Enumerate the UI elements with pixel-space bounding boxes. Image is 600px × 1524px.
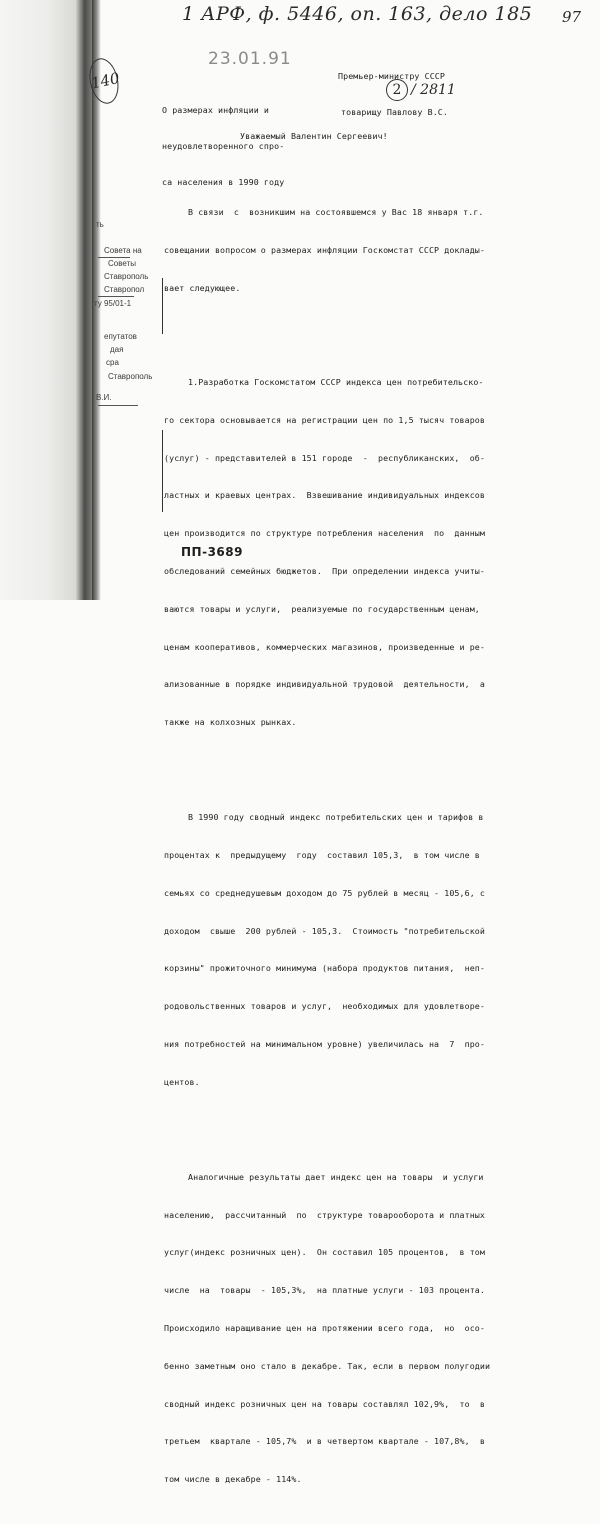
text-line: семьях со среднедушевым доходом до 75 рублей в месяц - 105,6, с bbox=[164, 887, 485, 898]
binding-fragment: дая bbox=[110, 345, 124, 354]
text-line: доходом свыше 200 рублей - 105,3. Стоимость "потребительской bbox=[164, 925, 485, 936]
document-code: ПП-3689 bbox=[181, 545, 243, 559]
margin-mark bbox=[162, 430, 163, 512]
text-line: ластных и краевых центрах. Взвешивание индивидуальных индексов bbox=[164, 490, 485, 501]
binding-rule bbox=[98, 296, 134, 297]
subject-line: неудовлетворенного спро- bbox=[162, 141, 285, 151]
page-number-handwritten: 97 bbox=[562, 8, 582, 26]
binding-fragment: Ставропол bbox=[104, 285, 145, 294]
text-line: Аналогичные результаты дает индекс цен на товары и услуги bbox=[188, 1171, 484, 1182]
salutation: Уважаемый Валентин Сергеевич! bbox=[240, 131, 388, 141]
paragraph-4 bbox=[164, 1146, 490, 1511]
text-line: цен производится по структуре потребления населения по данным bbox=[164, 528, 485, 539]
binding-rule bbox=[98, 257, 130, 258]
text-line: третьем квартале - 105,7% и в четвертом квартале - 107,8%, в bbox=[164, 1436, 485, 1447]
addressee-line: товарищу Павлову В.С. bbox=[341, 107, 448, 117]
text-line: 1.Разработка Госкомстатом СССР индекса цен потребительско- bbox=[188, 377, 484, 388]
paragraph-3 bbox=[164, 786, 490, 1113]
text-line: обследований семейных бюджетов. При определении индекса учиты- bbox=[164, 566, 485, 576]
binding-fragment: ть bbox=[96, 220, 104, 229]
archive-reference-handwritten: 1 АРФ, ф. 5446, оп. 163, дело 185 bbox=[182, 3, 533, 25]
subject-line: са населения в 1990 году bbox=[162, 177, 285, 187]
circled-sheet-number: 140 bbox=[86, 56, 123, 107]
margin-mark bbox=[162, 278, 163, 334]
binding-fragment: Советы bbox=[108, 259, 136, 268]
text-line: ния потребностей на минимальном уровне) увеличилась на 7 про- bbox=[164, 1038, 485, 1049]
text-line: ваются товары и услуги, реализуемые по государственным ценам, bbox=[164, 603, 480, 614]
text-line: (услуг) - представителей в 151 городе - республиканских, об- bbox=[164, 452, 485, 463]
text-line: также на колхозных рынках. bbox=[164, 717, 297, 728]
subject-line: О размерах инфляции и bbox=[162, 105, 269, 115]
text-line: населению, рассчитанный по структуре товарооборота и платных bbox=[164, 1209, 485, 1220]
binding-fragment: Совета на bbox=[104, 246, 142, 255]
letter-body bbox=[164, 156, 490, 1524]
circled-digit: 2 bbox=[386, 79, 408, 101]
text-line: сводный индекс розничных цен на товары составлял 102,9%, то в bbox=[164, 1398, 485, 1409]
addressee-block bbox=[338, 46, 448, 130]
date-stamp: 23.01.91 bbox=[208, 49, 292, 69]
paragraph-1 bbox=[164, 181, 490, 320]
text-line: бенно заметным оно стало в декабре. Так, если в первом полугодии bbox=[164, 1360, 491, 1371]
text-line: ценам кооперативов, коммерческих магазинов, произведенные и ре- bbox=[164, 641, 485, 652]
binding-edge bbox=[0, 0, 92, 600]
text-line: ализованные в порядке индивидуальной трудовой деятельности, а bbox=[164, 679, 485, 690]
text-line: родовольственных товаров и услуг, необходимых для удовлетворе- bbox=[164, 1001, 485, 1012]
binding-fragment: епутатов bbox=[104, 332, 137, 341]
text-line: В связи с возникшим на состоявшемся у Вас 18 января т.г. bbox=[188, 207, 484, 218]
text-line: корзины" прожиточного минимума (набора продуктов питания, неп- bbox=[164, 963, 485, 974]
registration-number-rest: / 2811 bbox=[411, 82, 456, 98]
text-line: совещании вопросом о размерах инфляции Госкомстат СССР доклады- bbox=[164, 245, 485, 256]
binding-fragment: сра bbox=[106, 358, 119, 367]
addressee-line: Премьер-министру СССР bbox=[338, 71, 445, 81]
binding-rule bbox=[98, 405, 138, 406]
text-line: вает следующее. bbox=[164, 282, 241, 293]
binding-fragment: В.И. bbox=[96, 393, 112, 402]
text-line: В 1990 году сводный индекс потребительских цен и тарифов в bbox=[188, 812, 484, 823]
binding-fragment: ту 95/01-1 bbox=[94, 299, 132, 308]
text-line: го сектора основывается на регистрации цен по 1,5 тысяч товаров bbox=[164, 414, 485, 425]
binding-fragment: Ставрополь bbox=[108, 372, 153, 381]
text-line: услуг(индекс розничных цен). Он составил 105 процентов, в том bbox=[164, 1247, 485, 1258]
text-line: Происходило наращивание цен на протяжении всего года, но осо- bbox=[164, 1323, 485, 1334]
text-line: том числе в декабре - 114%. bbox=[164, 1474, 302, 1485]
text-line: числе на товары - 105,3%, на платные услуги - 103 процента. bbox=[164, 1285, 485, 1296]
text-line: центов. bbox=[164, 1076, 200, 1087]
binding-fragment: Ставрополь bbox=[104, 272, 149, 281]
text-line: процентах к предыдущему году составил 105,3, в том числе в bbox=[164, 850, 480, 861]
